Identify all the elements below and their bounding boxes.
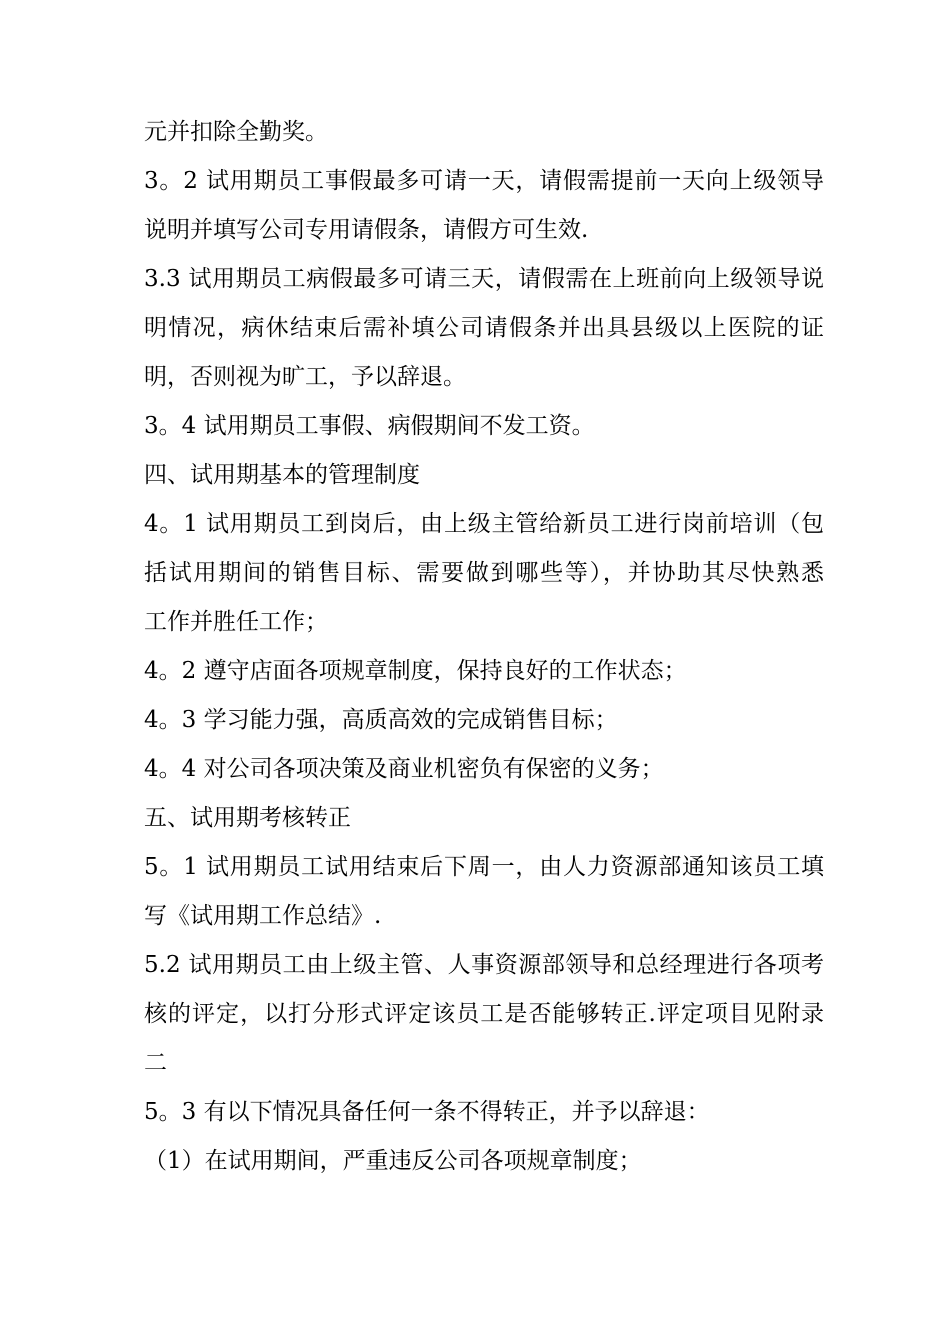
text-line: 3。2 试用期员工事假最多可请一天，请假需提前一天向上级领导	[144, 168, 824, 194]
text-line: 写《试用期工作总结》.	[144, 903, 382, 929]
text-line: 3。4 试用期员工事假、病假期间不发工资。	[144, 413, 595, 439]
text-line: 4。4 对公司各项决策及商业机密负有保密的义务；	[144, 756, 664, 782]
text-line: 核的评定，以打分形式评定该员工是否能够转正.评定项目见附录	[144, 1001, 824, 1027]
document-body	[144, 108, 824, 1186]
text-line: 5.2 试用期员工由上级主管、人事资源部领导和总经理进行各项考	[144, 952, 824, 978]
text-line: 明情况，病休结束后需补填公司请假条并出具县级以上医院的证	[144, 315, 824, 341]
text-line: 4。2 遵守店面各项规章制度，保持良好的工作状态；	[144, 658, 687, 684]
text-line: 5。3 有以下情况具备任何一条不得转正，并予以辞退：	[144, 1099, 710, 1125]
text-line: 4。1 试用期员工到岗后，由上级主管给新员工进行岗前培训（包	[144, 511, 824, 537]
text-line: 5。1 试用期员工试用结束后下周一，由人力资源部通知该员工填	[144, 854, 824, 880]
text-line: 说明并填写公司专用请假条，请假方可生效.	[144, 217, 589, 243]
text-line: 二	[144, 1050, 167, 1076]
text-line: 4。3 学习能力强，高质高效的完成销售目标；	[144, 707, 618, 733]
text-line: （1）在试用期间，严重违反公司各项规章制度；	[144, 1148, 642, 1174]
text-line: 四、试用期基本的管理制度	[144, 462, 420, 488]
text-line: 五、试用期考核转正	[144, 805, 351, 831]
text-line: 3.3 试用期员工病假最多可请三天，请假需在上班前向上级领导说	[144, 266, 824, 292]
text-line: 工作并胜任工作；	[144, 609, 328, 635]
text-line: 括试用期间的销售目标、需要做到哪些等），并协助其尽快熟悉	[144, 560, 824, 586]
text-line: 明，否则视为旷工，予以辞退。	[144, 364, 466, 390]
text-line: 元并扣除全勤奖。	[144, 119, 328, 145]
